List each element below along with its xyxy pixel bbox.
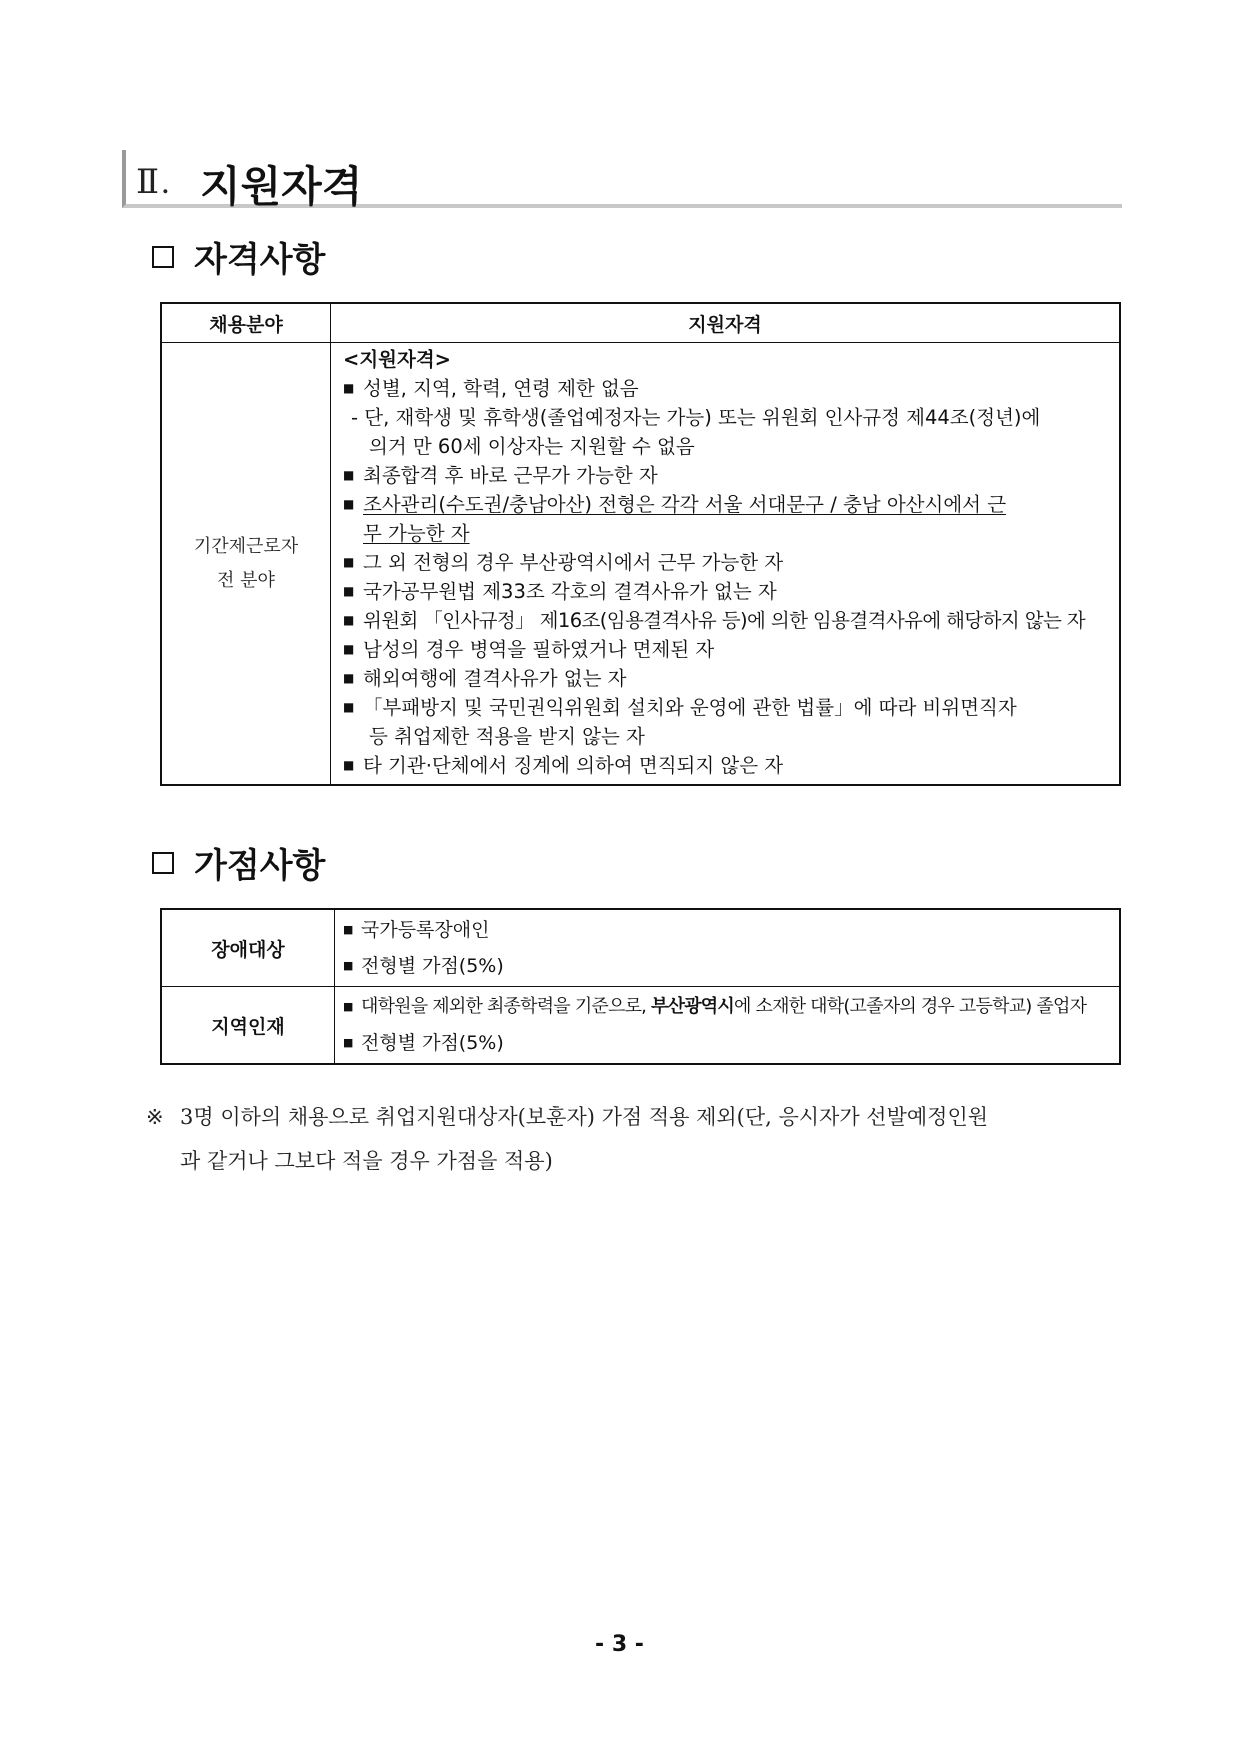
list-item: ■ 조사관리(수도권/충남아산) 전형은 각각 서울 서대문구 / 충남 아산시에서 근 xyxy=(343,490,1107,519)
bonus-label: 장애대상 xyxy=(161,909,335,987)
list-item: ■ 최종합격 후 바로 근무가 가능한 자 xyxy=(343,461,1107,490)
qualifications-table xyxy=(160,302,1121,786)
qualification-header: <지원자격> xyxy=(343,348,452,371)
table-row xyxy=(161,343,1120,786)
bullet-square-icon: ■ xyxy=(343,1000,354,1013)
bullet-square-icon: ■ xyxy=(343,584,355,598)
bonus-table xyxy=(160,908,1121,1065)
bonus-heading-text: 가점사항 xyxy=(194,846,326,886)
bonus-value: ■ 국가등록장애인 ■ 전형별 가점(5%) xyxy=(335,909,1121,987)
page-number: - 3 - xyxy=(595,1632,644,1657)
bullet-square-icon: ■ xyxy=(343,758,355,772)
table-row xyxy=(161,909,1120,987)
footnote-line-1: 3명 이하의 채용으로 취업지원대상자(보훈자) 가점 적용 제외(단, 응시자가 선발예정인원 xyxy=(180,1105,989,1129)
bonus-heading xyxy=(152,838,325,887)
header-qualification: 지원자격 xyxy=(331,303,1121,343)
section-title: 지원자격 xyxy=(200,162,363,211)
bullet-square-icon: ■ xyxy=(343,468,355,482)
list-item-continuation: 등 취업제한 적용을 받지 않는 자 xyxy=(369,725,645,748)
bullet-square-icon: ■ xyxy=(343,1036,354,1049)
list-item: ■ 남성의 경우 병역을 필하였거나 면제된 자 xyxy=(343,635,1107,664)
list-item-continuation: 의거 만 60세 이상자는 지원할 수 없음 xyxy=(369,435,695,458)
list-item: ■ 그 외 전형의 경우 부산광역시에서 근무 가능한 자 xyxy=(343,548,1107,577)
list-item: ■ 「부패방지 및 국민권익위원회 설치와 운영에 관한 법률」에 따라 비위면직자 xyxy=(343,693,1107,722)
bullet-square-icon: ■ xyxy=(343,671,355,685)
bullet-square-icon: ■ xyxy=(343,642,355,656)
footnote xyxy=(146,1095,1122,1183)
header-field: 채용분야 xyxy=(161,303,331,343)
field-cell xyxy=(161,343,331,786)
qualifications-heading-text: 자격사항 xyxy=(194,240,326,280)
list-item: ■ 국가공무원법 제33조 각호의 결격사유가 없는 자 xyxy=(343,577,1107,606)
checkbox-square-icon xyxy=(152,246,174,268)
table-row xyxy=(161,987,1120,1065)
bullet-square-icon: ■ xyxy=(343,959,354,972)
list-item-continuation: 무 가능한 자 xyxy=(363,522,470,545)
list-item: - 단, 재학생 및 휴학생(졸업예정자는 가능) 또는 위원회 인사규정 제44조(정년)에 xyxy=(351,406,1041,429)
section-number: Ⅱ. xyxy=(136,164,172,201)
bullet-square-icon: ■ xyxy=(343,923,354,936)
bullet-square-icon: ■ xyxy=(343,613,355,627)
reference-mark-icon: ※ xyxy=(146,1105,164,1129)
qualifications-heading xyxy=(152,232,325,281)
bullet-square-icon: ■ xyxy=(343,497,355,511)
field-line-1: 기간제근로자 xyxy=(193,535,299,557)
section-header xyxy=(122,150,1122,211)
table-header-row xyxy=(161,303,1120,343)
qualification-cell xyxy=(331,343,1121,786)
bonus-label: 지역인재 xyxy=(161,987,335,1065)
list-item: ■ 성별, 지역, 학력, 연령 제한 없음 xyxy=(343,374,1107,403)
bullet-square-icon: ■ xyxy=(343,700,355,714)
bullet-square-icon: ■ xyxy=(343,381,355,395)
list-item: ■ 위원회 「인사규정」 제16조(임용결격사유 등)에 의한 임용결격사유에 해당하지 않는 자 xyxy=(343,606,1107,635)
checkbox-square-icon xyxy=(152,852,174,874)
bullet-square-icon: ■ xyxy=(343,555,355,569)
field-line-2: 전 분야 xyxy=(217,569,275,591)
list-item: ■ 해외여행에 결격사유가 없는 자 xyxy=(343,664,1107,693)
bonus-value: ■ 대학원을 제외한 최종학력을 기준으로, 부산광역시에 소재한 대학(고졸자의 경우 고등학교) 졸업자 ■ 전형별 가점(5%) xyxy=(335,987,1121,1065)
list-item: ■ 타 기관·단체에서 징계에 의하여 면직되지 않은 자 xyxy=(343,751,1107,780)
footnote-line-2: 과 같거나 그보다 적을 경우 가점을 적용) xyxy=(180,1149,553,1173)
highlight-region: 부산광역시 xyxy=(651,996,734,1017)
